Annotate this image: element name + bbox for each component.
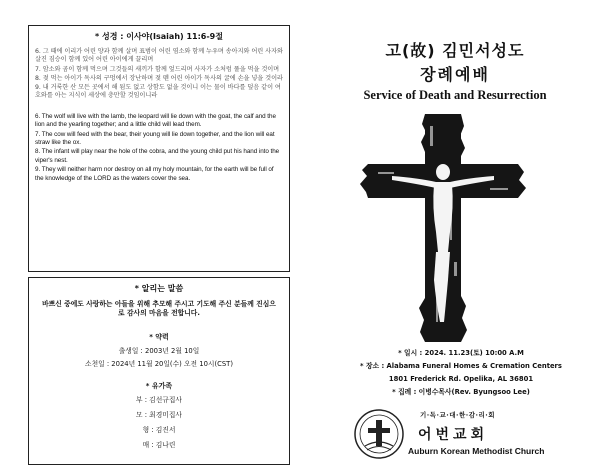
korean-verse-7: 7. 암소와 곰이 함께 먹으며 그것들의 새끼가 함께 엎드리며 사자가 소처럼 풀을 먹을 것이며 xyxy=(35,65,280,73)
korean-verse-9: 9. 내 거룩한 산 모든 곳에서 해 됨도 없고 상함도 없을 것이니 이는 물이 바다를 덮음 같이 여호와를 아는 지식이 세상에 충만할 것임이니라 xyxy=(35,84,281,100)
family-heading: * 유가족 xyxy=(145,382,173,390)
scripture-heading: * 성경 : 이사야(Isaiah) 11:6-9절 xyxy=(95,32,223,41)
service-date: * 일시 : 2024. 11.23(토) 10:00 A.M xyxy=(398,349,524,357)
family-brother: 형 : 김진서 xyxy=(142,426,176,434)
info-box xyxy=(28,277,290,465)
death-date: 소천일 : 2024년 11월 20일(수) 오전 10시(CST) xyxy=(85,360,233,368)
family-sister: 매 : 김나린 xyxy=(142,441,176,449)
korean-verse-6: 6. 그 때에 이리가 어린 양과 함께 살며 표범이 어린 염소와 함께 누우며 송아지와 어린 사자와 살진 짐승이 함께 있어 어린 아이에게 끌리며 xyxy=(35,48,283,64)
church-name-korean: 어번교회 xyxy=(418,427,489,443)
english-verse-7: 7. The cow will feed with the bear, their young will lie down together, and the lion will eat straw like the ox. xyxy=(35,130,275,146)
english-verses xyxy=(35,113,283,183)
english-verse-9: 9. They will neither harm nor destroy on all my holy mountain, for the earth will be full of the knowledge of the LORD as the waters cover the sea. xyxy=(35,166,274,182)
notice-heading: * 알리는 말씀 xyxy=(134,284,184,293)
family-mother: 모 : 최경미집사 xyxy=(135,411,182,419)
service-address: 1801 Frederick Rd. Opelika, AL 36801 xyxy=(388,375,534,383)
korean-verses xyxy=(35,48,283,101)
scripture-box xyxy=(28,25,290,272)
title-deceased-name: 고(故) 김민서성도 xyxy=(385,41,525,60)
bio-heading: * 약력 xyxy=(149,333,169,341)
title-english: Service of Death and Resurrection xyxy=(363,88,547,102)
family-father: 부 : 김선규집사 xyxy=(135,396,182,404)
church-denomination: 기·독·교·대·한·감·리·회 xyxy=(420,411,496,419)
birth-date: 출생일 : 2003년 2월 10일 xyxy=(118,347,200,355)
service-place: * 장소 : Alabama Funeral Homes & Cremation Centers xyxy=(360,362,562,370)
korean-verse-8: 8. 젖 먹는 아이가 독사의 구멍에서 장난하며 젖 뗀 어린 아이가 독사의 굴에 손을 넣을 것이라 xyxy=(35,74,283,82)
service-officiant: * 집례 : 이병수목사(Rev. Byungsoo Lee) xyxy=(392,388,530,396)
title-service: 장례예배 xyxy=(420,65,490,84)
notice-text: 바쁘신 중에도 사랑하는 아들을 위해 추모해 주시고 기도해 주신 분들께 진심으로 감사의 마음을 전합니다. xyxy=(42,300,276,317)
church-name-english: Auburn Korean Methodist Church xyxy=(408,446,545,456)
crucifix-icon xyxy=(358,112,528,344)
english-verse-6: 6. The wolf will live with the lamb, the leopard will lie down with the goat, the calf and the lion and the yearling together; and a little child will lead them. xyxy=(35,112,276,129)
english-verse-8: 8. The infant will play near the hole of the cobra, and the young child put his hand into the viper's nest. xyxy=(35,148,280,164)
church-seal-icon xyxy=(353,408,405,460)
